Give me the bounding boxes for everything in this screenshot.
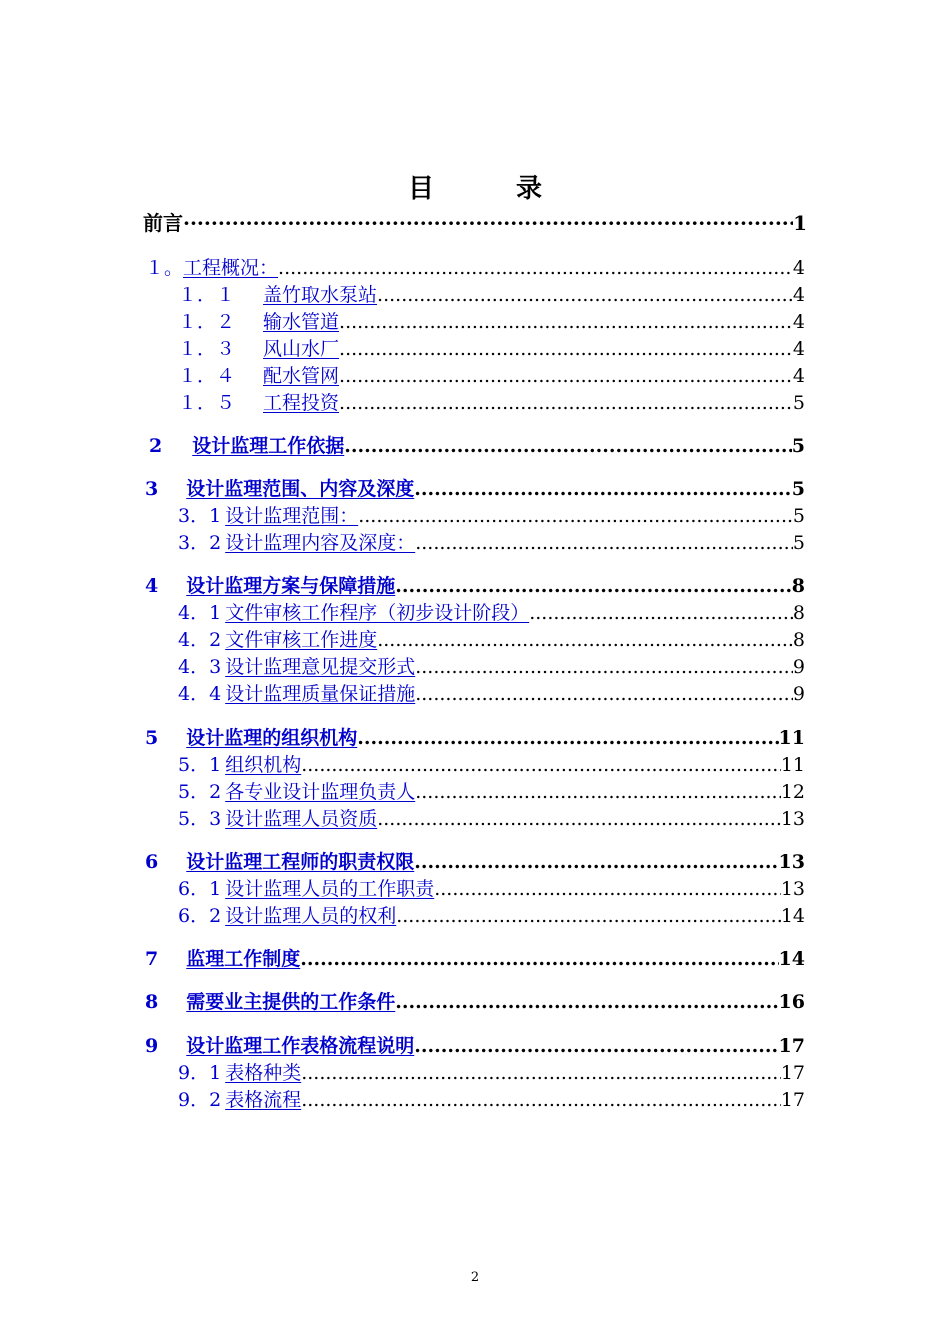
toc-entry-link[interactable]: １．２ 输水管道 xyxy=(178,311,340,333)
toc-entry-link[interactable]: 6．2 设计监理人员的权利 xyxy=(178,905,397,927)
toc-entry-5-3[interactable] xyxy=(178,807,805,831)
toc-leader-dots xyxy=(414,850,778,874)
toc-entry-1-3[interactable] xyxy=(178,337,805,361)
toc-entry-preface[interactable] xyxy=(143,211,807,235)
toc-entry-link[interactable]: 2 设计监理工作依据 xyxy=(149,435,345,457)
toc-entry-link[interactable]: 9．2 表格流程 xyxy=(178,1089,302,1111)
toc-entry-page: 5 xyxy=(791,435,805,457)
toc-entry-page: 4 xyxy=(792,365,805,387)
toc-leader-dots xyxy=(301,753,781,777)
toc-leader-dots xyxy=(377,628,793,652)
toc-leader-dots xyxy=(300,947,778,971)
toc-entry-1[interactable] xyxy=(145,256,805,280)
toc-entry-4-1[interactable] xyxy=(178,601,805,625)
toc-entry-page: 13 xyxy=(780,878,805,900)
toc-entry-page: 16 xyxy=(778,991,805,1013)
toc-entry-5[interactable] xyxy=(145,726,805,750)
toc-entry-link[interactable]: 8 需要业主提供的工作条件 xyxy=(145,991,396,1013)
toc-entry-5-1[interactable] xyxy=(178,753,805,777)
toc-entry-2[interactable] xyxy=(145,434,805,458)
toc-leader-dots xyxy=(415,682,793,706)
toc-entry-4-2[interactable] xyxy=(178,628,805,652)
toc-entry-3-2[interactable] xyxy=(178,531,805,555)
toc-entry-page: 5 xyxy=(792,532,805,554)
toc-leader-dots xyxy=(434,877,781,901)
toc-entry-page: 17 xyxy=(780,1062,805,1084)
toc-entry-page: 12 xyxy=(780,781,805,803)
toc-entry-label: 前言 xyxy=(143,211,183,235)
toc-leader-dots xyxy=(357,726,778,750)
toc-entry-1-5[interactable] xyxy=(178,391,805,415)
toc-leader-dots xyxy=(339,310,793,334)
toc-entry-page: 13 xyxy=(778,851,805,873)
toc-leader-dots xyxy=(415,780,781,804)
toc-entry-link[interactable]: 4．2 文件审核工作进度 xyxy=(178,629,378,651)
toc-entry-link[interactable]: 3．2 设计监理内容及深度： xyxy=(178,532,416,554)
toc-entry-8[interactable] xyxy=(145,990,805,1014)
toc-leader-dots xyxy=(415,531,793,555)
toc-entry-link[interactable]: １．１ 盖竹取水泵站 xyxy=(178,284,378,306)
toc-entry-link[interactable]: １．５ 工程投资 xyxy=(178,392,340,414)
toc-entry-3[interactable] xyxy=(145,477,805,501)
toc-leader-dots xyxy=(377,807,781,831)
toc-entry-1-1[interactable] xyxy=(178,283,805,307)
toc-entry-9-1[interactable] xyxy=(178,1061,805,1085)
toc-entry-page: 9 xyxy=(792,656,805,678)
toc-entry-page: 17 xyxy=(780,1089,805,1111)
toc-leader-dots xyxy=(339,364,793,388)
toc-entry-4-4[interactable] xyxy=(178,682,805,706)
toc-entry-link[interactable]: 4．4 设计监理质量保证措施 xyxy=(178,683,416,705)
toc-entry-page: 14 xyxy=(778,948,805,970)
toc-entry-link[interactable]: １。工程概况： xyxy=(145,257,279,279)
toc-entry-link[interactable]: 7 监理工作制度 xyxy=(145,948,301,970)
toc-entry-1-4[interactable] xyxy=(178,364,805,388)
toc-entry-link[interactable]: 4 设计监理方案与保障措施 xyxy=(145,575,396,597)
toc-entry-4[interactable] xyxy=(145,574,805,598)
toc-leader-dots xyxy=(396,904,781,928)
toc-entry-6-2[interactable] xyxy=(178,904,805,928)
toc-entry-page: 1 xyxy=(793,211,807,235)
toc-entry-page: 4 xyxy=(792,338,805,360)
toc-entry-link[interactable]: １．３ 风山水厂 xyxy=(178,338,340,360)
toc-entry-6[interactable] xyxy=(145,850,805,874)
toc-entry-1-2[interactable] xyxy=(178,310,805,334)
toc-entry-link[interactable]: 4．3 设计监理意见提交形式 xyxy=(178,656,416,678)
toc-entry-link[interactable]: 6 设计监理工程师的职责权限 xyxy=(145,851,415,873)
toc-entry-page: 4 xyxy=(792,284,805,306)
toc-leader-dots xyxy=(301,1061,781,1085)
toc-leader-dots xyxy=(183,211,793,235)
toc-leader-dots xyxy=(395,990,778,1014)
toc-leader-dots xyxy=(278,256,793,280)
toc-entry-link[interactable]: 6．1 设计监理人员的工作职责 xyxy=(178,878,435,900)
toc-entry-9[interactable] xyxy=(145,1034,805,1058)
toc-leader-dots xyxy=(529,601,793,625)
toc-entry-page: 14 xyxy=(780,905,805,927)
toc-leader-dots xyxy=(395,574,792,598)
toc-entry-link[interactable]: 3．1 设计监理范围： xyxy=(178,505,359,527)
toc-entry-link[interactable]: 5 设计监理的组织机构 xyxy=(145,727,358,749)
toc-entry-page: 5 xyxy=(791,478,805,500)
toc-entry-link[interactable]: 9 设计监理工作表格流程说明 xyxy=(145,1035,415,1057)
toc-entry-3-1[interactable] xyxy=(178,504,805,528)
toc-entry-5-2[interactable] xyxy=(178,780,805,804)
toc-entry-page: 8 xyxy=(792,602,805,624)
toc-entry-6-1[interactable] xyxy=(178,877,805,901)
toc-entry-link[interactable]: 4．1 文件审核工作程序（初步设计阶段） xyxy=(178,602,530,624)
toc-leader-dots xyxy=(344,434,792,458)
toc-leader-dots xyxy=(414,1034,778,1058)
toc-entry-page: 13 xyxy=(780,808,805,830)
toc-leader-dots xyxy=(358,504,793,528)
toc-entry-page: 8 xyxy=(791,575,805,597)
toc-entry-link[interactable]: 9．1 表格种类 xyxy=(178,1062,302,1084)
toc-entry-page: 8 xyxy=(792,629,805,651)
page-number: 2 xyxy=(470,1270,480,1285)
toc-leader-dots xyxy=(377,283,793,307)
toc-entry-7[interactable] xyxy=(145,947,805,971)
toc-leader-dots xyxy=(301,1088,781,1112)
toc-entry-link[interactable]: 5．3 设计监理人员资质 xyxy=(178,808,378,830)
toc-entry-link[interactable]: 3 设计监理范围、内容及深度 xyxy=(145,478,415,500)
toc-entry-page: 9 xyxy=(792,683,805,705)
toc-entry-4-3[interactable] xyxy=(178,655,805,679)
toc-title: 目 录 xyxy=(407,174,570,204)
toc-entry-9-2[interactable] xyxy=(178,1088,805,1112)
toc-leader-dots xyxy=(339,337,793,361)
toc-entry-page: 17 xyxy=(778,1035,805,1057)
toc-entry-page: 5 xyxy=(792,392,805,414)
toc-entry-page: 11 xyxy=(778,727,805,749)
toc-entry-page: 4 xyxy=(792,311,805,333)
toc-entry-link[interactable]: １．４ 配水管网 xyxy=(178,365,340,387)
toc-entry-link[interactable]: 5．2 各专业设计监理负责人 xyxy=(178,781,416,803)
toc-leader-dots xyxy=(414,477,792,501)
toc-entry-page: 4 xyxy=(792,257,805,279)
toc-entry-link[interactable]: 5．1 组织机构 xyxy=(178,754,302,776)
toc-entry-page: 5 xyxy=(792,505,805,527)
toc-entry-page: 11 xyxy=(780,754,805,776)
toc-leader-dots xyxy=(339,391,793,415)
toc-leader-dots xyxy=(415,655,793,679)
